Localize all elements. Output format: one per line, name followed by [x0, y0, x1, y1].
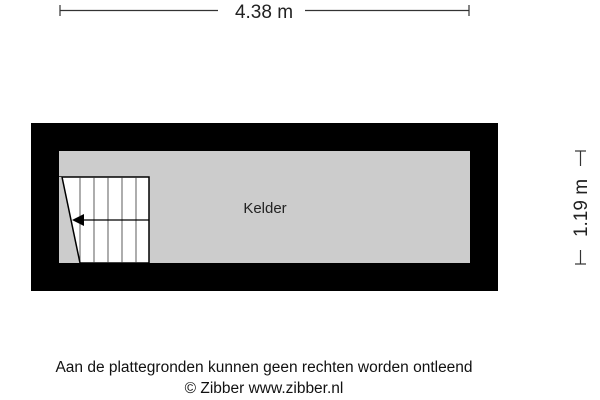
height-dimension: [571, 151, 592, 264]
height-dimension-label: 1.19 m: [571, 178, 592, 238]
staircase: [59, 177, 149, 263]
copyright-text: © Zibber www.zibber.nl: [184, 380, 344, 397]
width-dimension-label: 4.38 m: [234, 2, 294, 23]
disclaimer-text: Aan de plattegronden kunnen geen rechten worden ontleend: [55, 359, 473, 376]
width-dimension: [60, 2, 469, 23]
room-label-kelder: Kelder: [243, 200, 287, 217]
